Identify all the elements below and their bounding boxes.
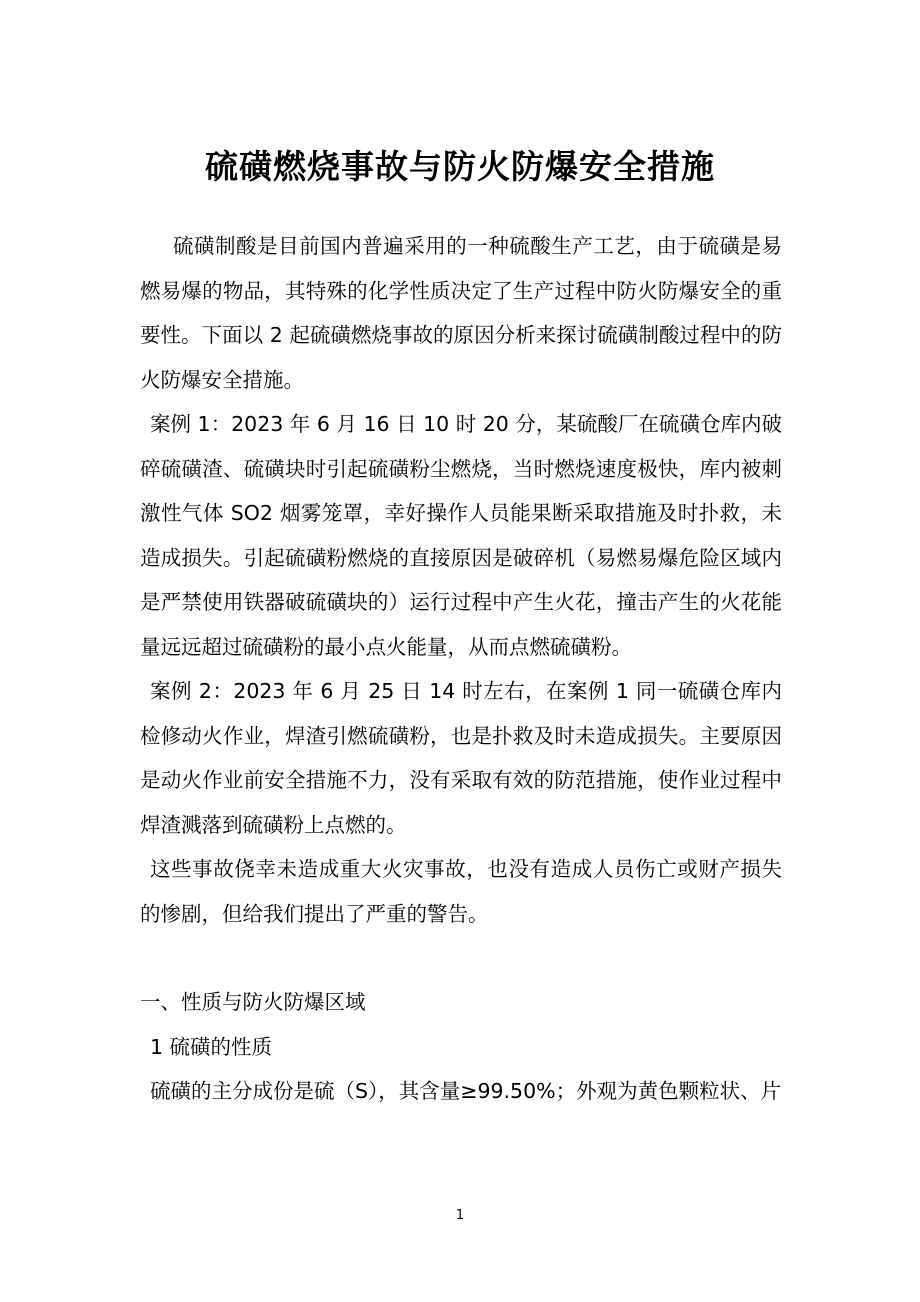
intro-paragraph: 硫磺制酸是目前国内普遍采用的一种硫酸生产工艺，由于硫磺是易燃易爆的物品，其特殊的化学性质决定了生产过程中防火防爆安全的重要性。下面以 2 起硫磺燃烧事故的原因分析来探讨硫磺制酸过程中的防火防爆安全措施。 (140, 234, 782, 392)
page-number: 1 (455, 1208, 465, 1223)
section-heading: 一、性质与防火防爆区域 (140, 990, 366, 1014)
subsection-heading: 1 硫磺的性质 (150, 1034, 273, 1059)
document-body (140, 224, 782, 1114)
sulfur-properties-paragraph: 硫磺的主分成份是硫（S），其含量≥99.50%；外观为黄色颗粒状、片 (150, 1079, 782, 1103)
section-spacer (140, 936, 782, 980)
warning-paragraph: 这些事故侥幸未造成重大火灾事故，也没有造成人员伤亡或财产损失的惨剧，但给我们提出了严重的警告。 (140, 857, 782, 926)
document-title: 硫磺燃烧事故与防火防爆安全措施 (205, 147, 715, 186)
case-1-paragraph: 案例 1：2023 年 6 月 16 日 10 时 20 分，某硫酸厂在硫磺仓库内破碎硫磺渣、硫磺块时引起硫磺粉尘燃烧，当时燃烧速度极快，库内被刺激性气体 SO2 烟雾笼罩，幸好操作人员能果断采取措施及时扑救，未造成损失。引起硫磺粉燃烧的直接原因是破碎机（易燃易爆危险区域内是严禁使用铁器破硫磺块的）运行过程中产生火花，撞击产生的火花能量远远超过硫磺粉的最小点火能量，从而点燃硫磺粉。 (140, 412, 782, 659)
case-2-paragraph: 案例 2：2023 年 6 月 25 日 14 时左右，在案例 1 同一硫磺仓库内检修动火作业，焊渣引燃硫磺粉，也是扑救及时未造成损失。主要原因是动火作业前安全措施不力，没有采取有效的防范措施，使作业过程中焊渣溅落到硫磺粉上点燃的。 (140, 679, 782, 837)
